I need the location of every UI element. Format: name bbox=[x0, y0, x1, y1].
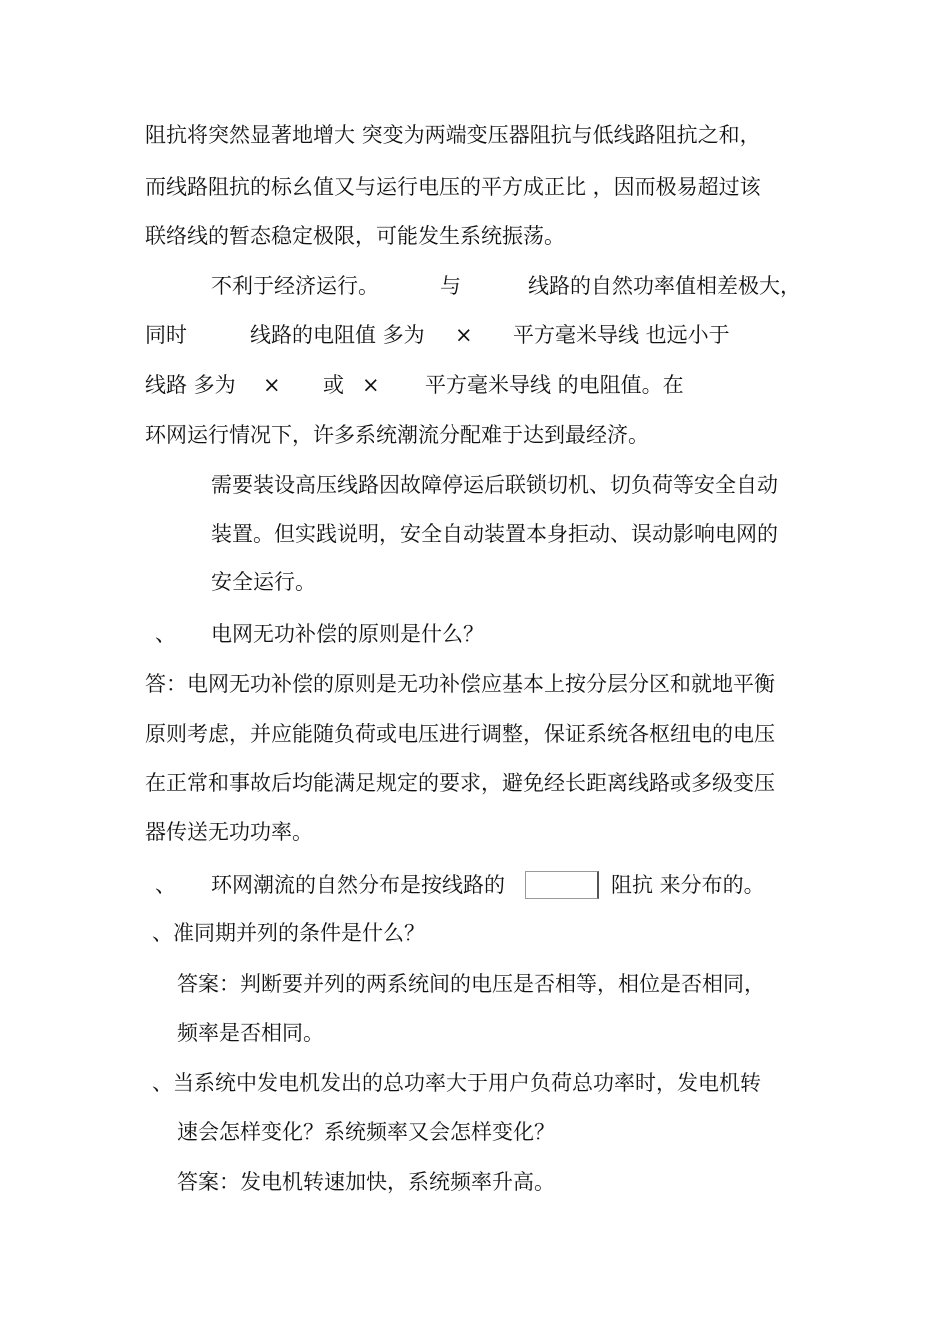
text-line: 联络线的暂态稳定极限，可能发生系统振荡。 bbox=[145, 224, 565, 248]
text-line: 需要装设高压线路因故障停运后联锁切机、切负荷等安全自动 bbox=[211, 473, 778, 497]
text-line: 阻抗将突然显著地增大 突变为两端变压器阻抗与低线路阻抗之和， bbox=[145, 123, 761, 147]
question-line: 、准同期并列的条件是什么？ bbox=[152, 921, 425, 945]
answer-line: 在正常和事故后均能满足规定的要求，避免经长距离线路或多级变压 bbox=[145, 771, 775, 795]
text-line: 装置。但实践说明，安全自动装置本身拒动、误动影响电网的 bbox=[211, 522, 778, 546]
text-segment: × bbox=[362, 373, 380, 397]
text-line: 环网运行情况下，许多系统潮流分配难于达到最经济。 bbox=[145, 423, 649, 447]
text-segment: 与 bbox=[440, 274, 461, 298]
answer-line: 原则考虑，并应能随负荷或电压进行调整，保证系统各枢纽电的电压 bbox=[145, 722, 775, 746]
question-text: 电网无功补偿的原则是什么？ bbox=[211, 622, 484, 646]
text-line: 安全运行。 bbox=[211, 570, 316, 594]
question-text: 阻抗 来分布的。 bbox=[611, 873, 765, 897]
question-line: 速会怎样变化？系统频率又会怎样变化？ bbox=[177, 1120, 555, 1144]
question-text: 环网潮流的自然分布是按线路的 bbox=[211, 873, 505, 897]
text-segment: 同时 bbox=[145, 323, 187, 347]
answer-line: 器传送无功功率。 bbox=[145, 820, 313, 844]
answer-line: 频率是否相同。 bbox=[177, 1021, 324, 1045]
text-segment: 或 bbox=[323, 373, 344, 397]
text-segment: 线路的自然功率值相差极大， bbox=[528, 274, 801, 298]
answer-line: 答案：发电机转速加快，系统频率升高。 bbox=[177, 1170, 555, 1194]
text-segment: 线路的电阻值 多为 bbox=[250, 323, 425, 347]
text-line: 而线路阻抗的标幺值又与运行电压的平方成正比 ，因而极易超过该 bbox=[145, 175, 761, 199]
text-segment: × bbox=[263, 373, 281, 397]
list-marker: 、 bbox=[155, 622, 176, 646]
answer-line: 答：电网无功补偿的原则是无功补偿应基本上按分层分区和就地平衡 bbox=[145, 672, 775, 696]
fill-in-blank-box bbox=[525, 871, 599, 899]
text-segment: 平方毫米导线 的电阻值。在 bbox=[425, 373, 684, 397]
question-line: 、当系统中发电机发出的总功率大于用户负荷总功率时，发电机转 bbox=[152, 1071, 761, 1095]
text-segment: 不利于经济运行。 bbox=[211, 274, 379, 298]
text-segment: 平方毫米导线 也远小于 bbox=[513, 323, 730, 347]
text-segment: × bbox=[455, 323, 473, 347]
list-marker: 、 bbox=[155, 873, 176, 897]
answer-line: 答案：判断要并列的两系统间的电压是否相等，相位是否相同， bbox=[177, 972, 765, 996]
text-segment: 线路 多为 bbox=[145, 373, 236, 397]
